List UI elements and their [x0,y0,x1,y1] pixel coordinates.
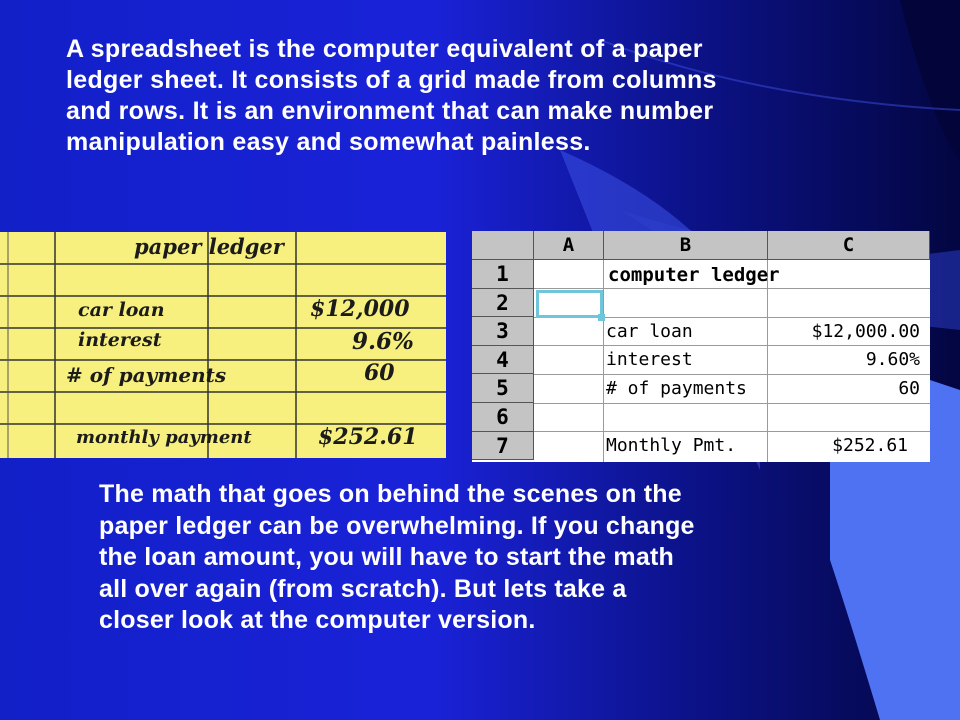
fill-handle [598,314,605,321]
outro-line: closer look at the computer version. [99,606,536,634]
cell-b7: Monthly Pmt. [606,435,737,456]
cell-c3: $12,000.00 [811,321,920,342]
outro-line: all over again (from scratch). But lets take a [99,574,627,603]
outro-line: The math that goes on behind the scenes on the [99,480,682,508]
paper-value-car-loan: $12,000 [310,296,410,322]
intro-line: manipulation easy and somewhat painless. [66,128,591,156]
paper-value-monthly: $252.61 [318,424,418,450]
outro-line: the loan amount, you will have to start the math [99,543,674,571]
row-header-5: 5 [472,374,534,403]
row-header-4: 4 [472,346,534,375]
corner-cell [472,231,534,260]
paper-label-interest: interest [78,329,162,351]
cell-b5: # of payments [606,378,747,399]
paper-ledger-title: paper ledger [134,234,284,259]
paper-value-interest: 9.6% [352,328,414,355]
intro-line: A spreadsheet is the computer equivalent of a paper [66,35,703,63]
cell-b1: computer ledger [608,264,780,286]
intro-line: and rows. It is an environment that can make number [66,97,714,125]
computer-ledger-image [472,231,930,462]
intro-line: ledger sheet. It consists of a grid made from columns [66,66,717,94]
intro-paragraph [66,34,886,158]
paper-value-payments: 60 [364,360,395,386]
outro-line: paper ledger can be overwhelming. If you change [99,511,695,540]
column-header-a: A [534,231,604,260]
row-header-7: 7 [472,432,534,461]
column-header-b: B [604,231,768,260]
cell-c7: $252.61 [832,435,908,456]
paper-label-payments: # of payments [66,363,227,387]
cell-c4: 9.60% [865,349,920,370]
row-header-1: 1 [472,260,534,289]
cell-c5: 60 [898,378,920,399]
paper-label-car-loan: car loan [78,299,165,321]
paper-ledger-image [0,232,446,458]
cell-b3: car loan [606,321,693,342]
row-header-3: 3 [472,317,534,346]
paper-label-monthly: monthly payment [76,427,252,448]
outro-paragraph [99,479,859,637]
selected-cell-a2 [536,290,603,318]
column-header-c: C [768,231,930,260]
grid-line [534,403,930,404]
cell-b4: interest [606,349,693,370]
row-header-6: 6 [472,403,534,432]
row-header-2: 2 [472,289,534,318]
